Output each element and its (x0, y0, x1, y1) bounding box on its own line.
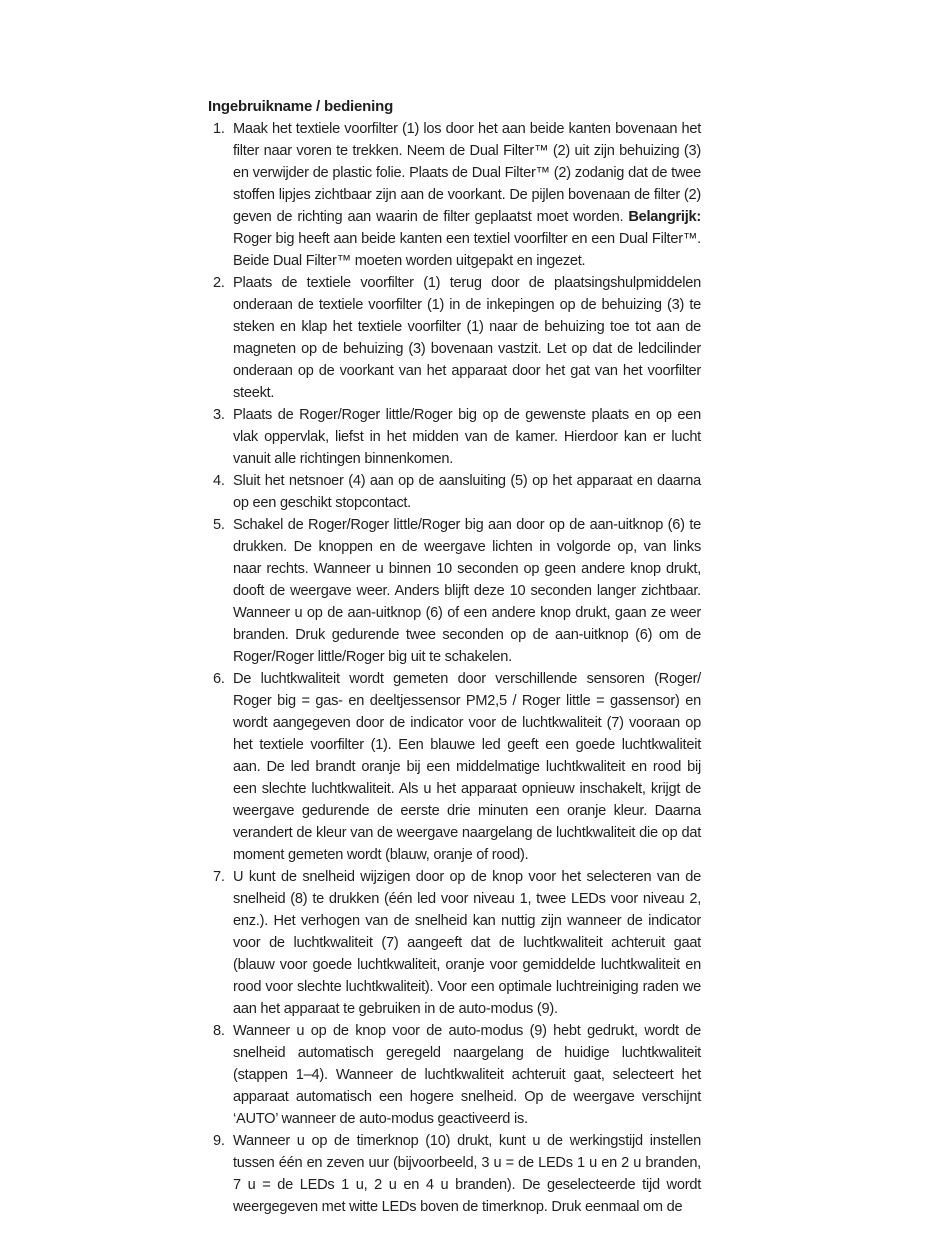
document-content (208, 96, 701, 1218)
list-item-3 (208, 404, 701, 470)
list-number: 4. (213, 473, 225, 489)
list-number: 6. (213, 671, 225, 687)
list-item-1 (208, 118, 701, 272)
list-item-4 (208, 470, 701, 514)
list-item-6 (208, 668, 701, 866)
list-number: 1. (213, 121, 225, 137)
list-number: 9. (213, 1133, 225, 1149)
list-item-text (233, 118, 701, 272)
list-number: 2. (213, 275, 225, 291)
list-item-2 (208, 272, 701, 404)
list-item-text: Wanneer u op de timerknop (10) drukt, kunt u de werkingstijd instellen tussen één en zeven uur (bijvoorbeeld, 3 u = de LEDs 1 u en 2 u branden, 7 u = de LEDs 1 u, 2 u en 4 u branden). De geselecteerde tijd wordt weergegeven met witte LEDs boven de timerknop. Druk eenmaal om de (233, 1133, 701, 1215)
text-before-bold: Maak het textiele voorfilter (1) los door het aan beide kanten bovenaan het filter naar voren te trekken. Neem de Dual Filter™ (2) uit zijn behuizing (3) en verwijder de plastic folie. Plaats de Dual Filter™ (2) zodanig dat de twee stoffen lipjes zichtbaar zijn aan de voorkant. De pijlen bovenaan de filter (2) geven de richting aan waarin de filter geplaatst moet worden. (233, 121, 701, 225)
list-number: 7. (213, 869, 225, 885)
list-item-8 (208, 1020, 701, 1130)
list-number: 8. (213, 1023, 225, 1039)
important-label: Belangrijk: (628, 209, 701, 225)
text-after-bold: Roger big heeft aan beide kanten een textiel voorfilter en een Dual Filter™. Beide Dual Filter™ moeten worden uitgepakt en ingezet. (233, 231, 701, 269)
list-item-7 (208, 866, 701, 1020)
list-item-text: De luchtkwaliteit wordt gemeten door verschillende sensoren (Roger/ Roger big = gas- en deeltjessensor PM2,5 / Roger little = gassensor) en wordt aangegeven door de indicator voor de luchtkwaliteit (7) vooraan op het textiele voorfilter (1). Een blauwe led geeft een goede luchtkwaliteit aan. De led brandt oranje bij een middelmatige luchtkwaliteit en rood bij een slechte luchtkwaliteit. Als u het apparaat opnieuw inschakelt, krijgt de weergave gedurende de eerste drie minuten een oranje kleur. Daarna verandert de kleur van de weergave naargelang de luchtkwaliteit die op dat moment gemeten wordt (blauw, oranje of rood). (233, 671, 701, 863)
list-item-text: Sluit het netsnoer (4) aan op de aansluiting (5) op het apparaat en daarna op een geschikt stopcontact. (233, 473, 701, 511)
list-number: 5. (213, 517, 225, 533)
list-item-text: Schakel de Roger/Roger little/Roger big aan door op de aan-uitknop (6) te drukken. De knoppen en de weergave lichten in volgorde op, van links naar rechts. Wanneer u binnen 10 seconden op geen andere knop drukt, dooft de weergave weer. Anders blijft deze 10 seconden langer zichtbaar. Wanneer u op de aan-uitknop (6) of een andere knop drukt, gaan ze weer branden. Druk gedurende twee seconden op de aan-uitknop (6) om de Roger/Roger little/Roger big uit te schakelen. (233, 517, 701, 665)
instruction-list (208, 118, 701, 1218)
list-number: 3. (213, 407, 225, 423)
list-item-5 (208, 514, 701, 668)
list-item-text: Wanneer u op de knop voor de auto-modus (9) hebt gedrukt, wordt de snelheid automatisch geregeld naargelang de huidige luchtkwaliteit (stappen 1–4). Wanneer de luchtkwaliteit achteruit gaat, selecteert het apparaat automatisch een hogere snelheid. Op de weergave verschijnt ‘AUTO’ wanneer de auto-modus geactiveerd is. (233, 1023, 701, 1127)
list-item-9 (208, 1130, 701, 1218)
section-heading: Ingebruikname / bediening (208, 98, 394, 115)
list-item-text: U kunt de snelheid wijzigen door op de knop voor het selecteren van de snelheid (8) te drukken (één led voor niveau 1, twee LEDs voor niveau 2, enz.). Het verhogen van de snelheid kan nuttig zijn wanneer de indicator voor de luchtkwaliteit (7) aangeeft dat de luchtkwaliteit achteruit gaat (blauw voor goede luchtkwaliteit, oranje voor gemiddelde luchtkwaliteit en rood voor slechte luchtkwaliteit). Voor een optimale luchtreiniging raden we aan het apparaat te gebruiken in de auto-modus (9). (233, 869, 701, 1017)
list-item-text: Plaats de Roger/Roger little/Roger big op de gewenste plaats en op een vlak oppervlak, liefst in het midden van de kamer. Hierdoor kan er lucht vanuit alle richtingen binnenkomen. (233, 407, 701, 467)
list-item-text: Plaats de textiele voorfilter (1) terug door de plaatsingshulpmiddelen onderaan de textiele voorfilter (1) in de inkepingen op de behuizing (3) te steken en klap het textiele voorfilter (1) naar de behuizing toe tot aan de magneten op de behuizing (3) bovenaan vastzit. Let op dat de ledcilinder onderaan op de voorkant van het apparaat door het gat van het voorfilter steekt. (233, 275, 701, 401)
